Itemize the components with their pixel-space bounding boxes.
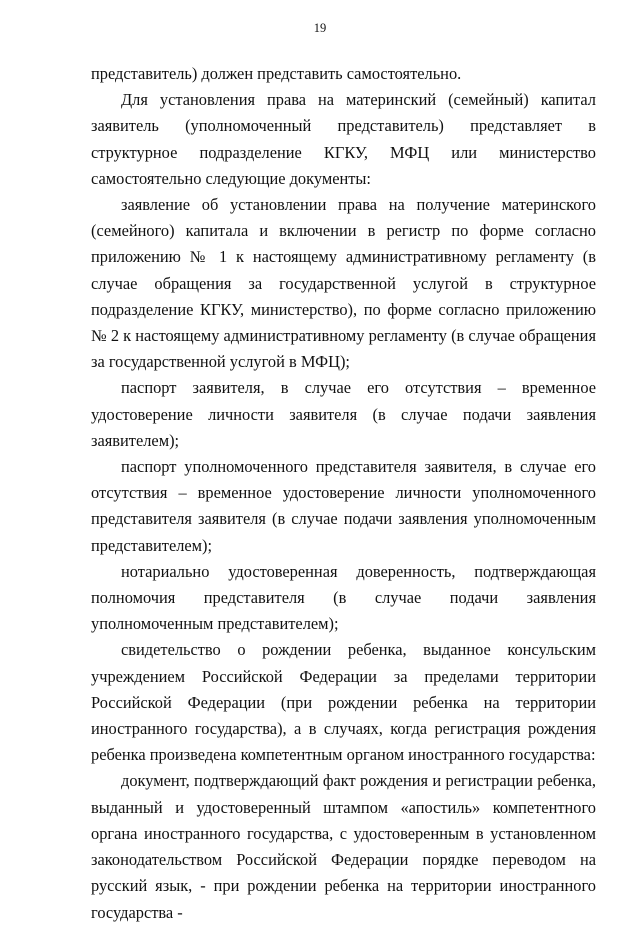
paragraph-power-of-attorney: нотариально удостоверенная доверенность, подтверждающая полномочия представителя (в случае подачи заявления уполномоченным представителем); [91, 561, 596, 634]
paragraph-apostille-document: документ, подтверждающий факт рождения и регистрации ребенка, выданный и удостоверенный штампом «апостиль» компетентного органа иностранного государства, с удостоверенным в установленном законодательством Российской Федерации порядке переводом на русский язык, - при рождении ребенка на территории иностранного государства - [91, 771, 596, 922]
paragraph-continuation: представитель) должен представить самостоятельно. [91, 64, 462, 83]
paragraph-applicant-passport: паспорт заявителя, в случае его отсутствия – временное удостоверение личности заявителя (в случае подачи заявления заявителем); [91, 378, 596, 450]
paragraph-representative-passport: паспорт уполномоченного представителя заявителя, в случае его отсутствия – временное удостоверение личности уполномоченного представителя заявителя (в случае подачи заявления уполномоченным представителем); [91, 457, 596, 555]
paragraph-documents-intro: Для установления права на материнский (семейный) капитал заявитель (уполномоченный представитель) представляет в структурное подразделение КГКУ, МФЦ или министерство самостоятельно следующие документы: [91, 90, 596, 188]
page-number: 19 [313, 21, 327, 35]
document-body [91, 61, 596, 926]
paragraph-application: заявление об установлении права на получение материнского (семейного) капитала и включении в регистр по форме согласно приложению № 1 к настоящему административному регламенту (в случае обращения за государственной услугой в структурное подразделение КГКУ, министерство), по форме согласно приложению № 2 к настоящему административному регламенту (в случае обращения за государственной услугой в МФЦ); [91, 195, 596, 372]
paragraph-birth-certificate: свидетельство о рождении ребенка, выданное консульским учреждением Российской Федерации за пределами территории Российской Федерации (при рождении ребенка на территории иностранного государства), а в случаях, когда регистрация рождения ребенка произведена компетентным органом иностранного государства: [91, 640, 596, 765]
